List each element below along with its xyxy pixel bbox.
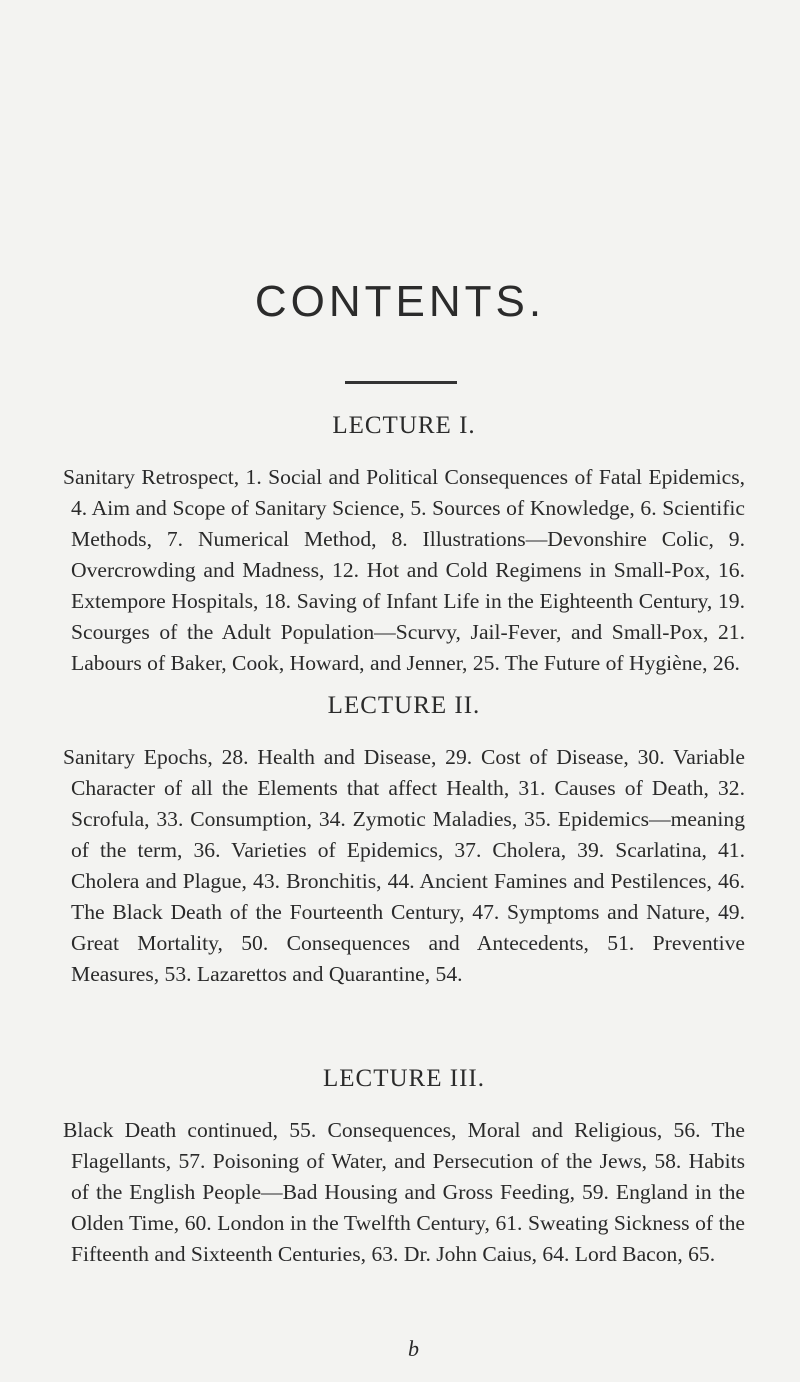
lecture-heading: LECTURE III. [323,1065,485,1092]
page-title: CONTENTS. [254,277,546,326]
lecture-heading: LECTURE II. [327,692,481,719]
lecture-contents-text: Sanitary Epochs, 28. Health and Disease, 29. Cost of Disease, 30. Variable Character of all the Elements that affect Health, 31. Causes of Death, 32. Scrofula, 33. Consumption, 34. Zymotic Maladies, 35. Epidemics—meaning of the term, 36. Varieties of Epidemics, 37. Cholera, 39. Scarlatina, 41. Cholera and Plague, 43. Bronchitis, 44. Ancient Famines and Pestilences, 46. The Black Death of the Fourteenth Century, 47. Symptoms and Nature, 49. Great Mortality, 50. Consequences and Antecedents, 51. Preventive Measures, 53. Lazarettos and Quarantine, 54. [63,745,745,986]
lecture-contents-text: Sanitary Retrospect, 1. Social and Political Consequences of Fatal Epidemics, 4. Aim and Scope of Sanitary Science, 5. Sources of Knowledge, 6. Scientific Methods, 7. Numerical Method, 8. Illustrations—Devonshire Colic, 9. Overcrowding and Madness, 12. Hot and Cold Regimens in Small-Pox, 16. Extempore Hospitals, 18. Saving of Infant Life in the Eighteenth Century, 19. Scourges of the Adult Population—Scurvy, Jail-Fever, and Small-Pox, 21. Labours of Baker, Cook, Howard, and Jenner, 25. The Future of Hygiène, 26. [63,465,745,675]
lecture-heading: LECTURE I. [332,412,476,439]
lecture-contents-text: Black Death continued, 55. Consequences, Moral and Religious, 56. The Flagellants, 57. Poisoning of Water, and Persecution of the Jews, 58. Habits of the English People—Bad Housing and Gross Feeding, 59. England in the Olden Time, 60. London in the Twelfth Century, 61. Sweating Sickness of the Fifteenth and Sixteenth Centuries, 63. Dr. John Caius, 64. Lord Bacon, 65. [63,1118,745,1266]
lecture-section-3 [63,1065,745,1270]
title-divider [345,381,457,384]
lecture-section-1 [63,412,745,679]
lecture-section-2 [63,692,745,990]
signature-mark: b [408,1336,419,1361]
